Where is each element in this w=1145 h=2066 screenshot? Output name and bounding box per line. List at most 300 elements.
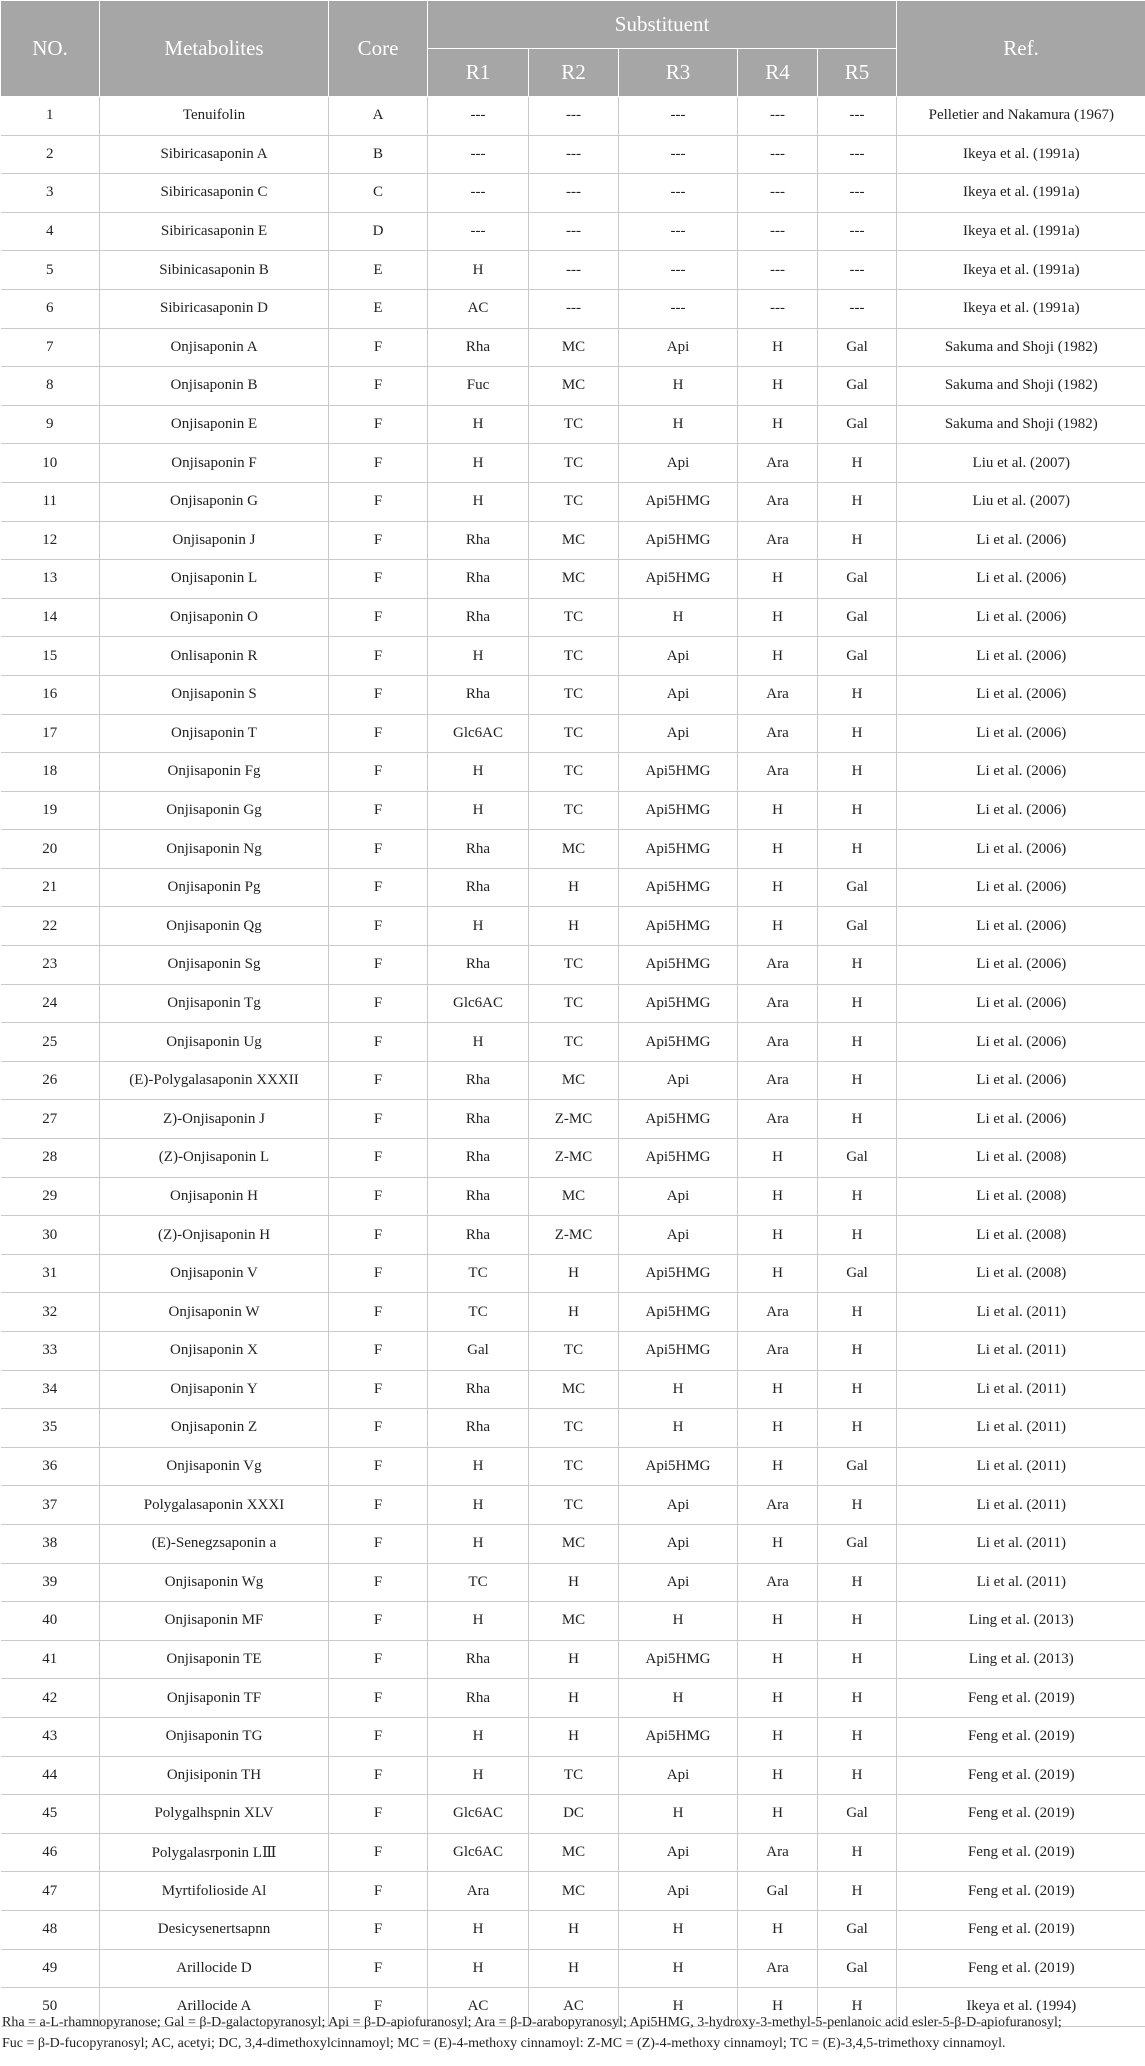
cell-metabolite: Onjisaponin X (100, 1332, 329, 1371)
cell-r3: Api5HMG (619, 1447, 738, 1486)
cell-r3: H (619, 1988, 738, 2027)
table-row (1, 1563, 1145, 1602)
cell-r2: --- (529, 251, 619, 290)
cell-no: 6 (1, 289, 100, 328)
table-row (1, 560, 1145, 599)
cell-r3: Api (619, 1177, 738, 1216)
cell-ref: Li et al. (2011) (897, 1293, 1145, 1332)
table-row (1, 444, 1145, 483)
cell-r4: H (738, 1216, 818, 1255)
cell-metabolite: Sibiricasaponin D (100, 289, 329, 328)
cell-r1: Gal (428, 1332, 529, 1371)
cell-ref: Li et al. (2006) (897, 637, 1145, 676)
cell-r3: Api5HMG (619, 984, 738, 1023)
cell-r5: --- (818, 289, 897, 328)
cell-r4: H (738, 1988, 818, 2027)
cell-core: F (329, 830, 428, 869)
cell-ref: Ikeya et al. (1991a) (897, 212, 1145, 251)
cell-r4: H (738, 637, 818, 676)
cell-r4: H (738, 367, 818, 406)
cell-r3: Api5HMG (619, 946, 738, 985)
cell-no: 38 (1, 1524, 100, 1563)
cell-metabolite: Onjisaponin L (100, 560, 329, 599)
cell-r2: MC (529, 1833, 619, 1872)
cell-r3: Api5HMG (619, 521, 738, 560)
cell-no: 28 (1, 1139, 100, 1178)
cell-core: F (329, 521, 428, 560)
table-row (1, 868, 1145, 907)
cell-core: F (329, 1563, 428, 1602)
cell-r4: H (738, 328, 818, 367)
cell-r5: H (818, 1602, 897, 1641)
cell-r5: H (818, 1872, 897, 1911)
cell-r4: --- (738, 212, 818, 251)
cell-r1: H (428, 251, 529, 290)
cell-r5: H (818, 1679, 897, 1718)
cell-core: C (329, 174, 428, 213)
cell-r5: H (818, 1833, 897, 1872)
cell-no: 44 (1, 1756, 100, 1795)
cell-r1: H (428, 1486, 529, 1525)
cell-no: 50 (1, 1988, 100, 2027)
cell-r3: Api5HMG (619, 791, 738, 830)
cell-r1: Rha (428, 521, 529, 560)
cell-r2: H (529, 1949, 619, 1988)
cell-r4: H (738, 1640, 818, 1679)
cell-r3: Api5HMG (619, 830, 738, 869)
cell-r5: Gal (818, 637, 897, 676)
cell-r2: MC (529, 1872, 619, 1911)
table-row (1, 637, 1145, 676)
cell-r2: Z-MC (529, 1100, 619, 1139)
cell-r5: H (818, 791, 897, 830)
cell-core: F (329, 1988, 428, 2027)
cell-r5: Gal (818, 868, 897, 907)
cell-no: 33 (1, 1332, 100, 1371)
cell-metabolite: Onjisaponin E (100, 405, 329, 444)
cell-r1: Rha (428, 1139, 529, 1178)
cell-core: F (329, 1795, 428, 1834)
cell-r2: TC (529, 946, 619, 985)
cell-r3: --- (619, 251, 738, 290)
cell-r3: H (619, 405, 738, 444)
table-row (1, 598, 1145, 637)
cell-r2: H (529, 1679, 619, 1718)
table-row (1, 174, 1145, 213)
table-row (1, 714, 1145, 753)
cell-ref: Feng et al. (2019) (897, 1910, 1145, 1949)
cell-r5: Gal (818, 405, 897, 444)
cell-core: F (329, 1409, 428, 1448)
table-row (1, 1795, 1145, 1834)
cell-ref: Ling et al. (2013) (897, 1640, 1145, 1679)
cell-core: F (329, 328, 428, 367)
cell-r2: MC (529, 328, 619, 367)
cell-r1: --- (428, 212, 529, 251)
cell-no: 37 (1, 1486, 100, 1525)
cell-r1: Rha (428, 1061, 529, 1100)
cell-r3: H (619, 1949, 738, 1988)
cell-metabolite: Onjisaponin Qg (100, 907, 329, 946)
cell-ref: Li et al. (2008) (897, 1216, 1145, 1255)
cell-r5: H (818, 1563, 897, 1602)
cell-r1: H (428, 1447, 529, 1486)
cell-r4: Ara (738, 1563, 818, 1602)
cell-r5: H (818, 946, 897, 985)
cell-r1: H (428, 1910, 529, 1949)
table-row (1, 946, 1145, 985)
cell-ref: Sakuma and Shoji (1982) (897, 405, 1145, 444)
cell-r2: --- (529, 174, 619, 213)
cell-no: 49 (1, 1949, 100, 1988)
cell-no: 48 (1, 1910, 100, 1949)
cell-r3: Api (619, 1486, 738, 1525)
cell-core: F (329, 444, 428, 483)
cell-r5: H (818, 1988, 897, 2027)
cell-no: 1 (1, 97, 100, 136)
cell-r4: H (738, 1602, 818, 1641)
cell-r2: TC (529, 1447, 619, 1486)
cell-core: E (329, 289, 428, 328)
cell-r5: --- (818, 251, 897, 290)
cell-r4: --- (738, 251, 818, 290)
cell-r4: Ara (738, 1949, 818, 1988)
cell-metabolite: Polygalhspnin XLV (100, 1795, 329, 1834)
cell-r5: Gal (818, 1949, 897, 1988)
header-r1: R1 (428, 49, 529, 97)
cell-r3: Api (619, 637, 738, 676)
cell-no: 47 (1, 1872, 100, 1911)
cell-r5: H (818, 1100, 897, 1139)
cell-core: F (329, 1524, 428, 1563)
cell-no: 29 (1, 1177, 100, 1216)
cell-core: F (329, 637, 428, 676)
cell-r2: H (529, 907, 619, 946)
cell-r1: Rha (428, 560, 529, 599)
cell-ref: Li et al. (2011) (897, 1486, 1145, 1525)
cell-metabolite: Onjisaponin Sg (100, 946, 329, 985)
cell-ref: Li et al. (2006) (897, 1023, 1145, 1062)
cell-r3: Api5HMG (619, 1139, 738, 1178)
cell-r1: Rha (428, 946, 529, 985)
header-r3: R3 (619, 49, 738, 97)
table-row (1, 1756, 1145, 1795)
cell-core: F (329, 1910, 428, 1949)
table-row (1, 1486, 1145, 1525)
cell-r5: H (818, 753, 897, 792)
cell-r4: --- (738, 289, 818, 328)
cell-r4: Ara (738, 1061, 818, 1100)
cell-r4: Ara (738, 675, 818, 714)
cell-core: F (329, 1602, 428, 1641)
cell-r4: H (738, 1370, 818, 1409)
header-no: NO. (1, 1, 100, 97)
cell-r3: H (619, 1795, 738, 1834)
cell-r1: H (428, 791, 529, 830)
table-row (1, 97, 1145, 136)
cell-r4: Ara (738, 1833, 818, 1872)
cell-r4: Ara (738, 1023, 818, 1062)
cell-r5: H (818, 1293, 897, 1332)
cell-core: F (329, 1139, 428, 1178)
cell-no: 19 (1, 791, 100, 830)
cell-ref: Li et al. (2011) (897, 1524, 1145, 1563)
table-row (1, 251, 1145, 290)
cell-r1: Rha (428, 868, 529, 907)
cell-r1: AC (428, 289, 529, 328)
cell-r5: Gal (818, 1254, 897, 1293)
cell-r4: Ara (738, 753, 818, 792)
cell-metabolite: Onjisaponin Tg (100, 984, 329, 1023)
cell-r2: MC (529, 1177, 619, 1216)
cell-r2: TC (529, 675, 619, 714)
cell-r1: H (428, 482, 529, 521)
cell-core: F (329, 946, 428, 985)
cell-r2: Z-MC (529, 1216, 619, 1255)
cell-metabolite: Onjisaponin B (100, 367, 329, 406)
cell-core: E (329, 251, 428, 290)
cell-core: F (329, 1254, 428, 1293)
cell-r1: H (428, 405, 529, 444)
cell-r3: Api (619, 1756, 738, 1795)
cell-r2: TC (529, 598, 619, 637)
cell-r2: MC (529, 521, 619, 560)
cell-metabolite: Tenuifolin (100, 97, 329, 136)
cell-no: 26 (1, 1061, 100, 1100)
cell-r5: H (818, 1486, 897, 1525)
cell-r4: Ara (738, 1486, 818, 1525)
cell-ref: Li et al. (2006) (897, 714, 1145, 753)
cell-metabolite: Onjisaponin Y (100, 1370, 329, 1409)
cell-no: 20 (1, 830, 100, 869)
cell-r1: --- (428, 174, 529, 213)
cell-r5: H (818, 1756, 897, 1795)
cell-core: A (329, 97, 428, 136)
cell-ref: Ikeya et al. (1991a) (897, 251, 1145, 290)
cell-r4: H (738, 1254, 818, 1293)
cell-core: F (329, 714, 428, 753)
cell-r2: H (529, 1717, 619, 1756)
cell-ref: Feng et al. (2019) (897, 1756, 1145, 1795)
cell-no: 23 (1, 946, 100, 985)
cell-r3: Api (619, 1563, 738, 1602)
cell-r2: TC (529, 637, 619, 676)
cell-metabolite: Onjisaponin S (100, 675, 329, 714)
cell-no: 39 (1, 1563, 100, 1602)
cell-r4: H (738, 1447, 818, 1486)
cell-ref: Ikeya et al. (1991a) (897, 135, 1145, 174)
cell-r5: H (818, 714, 897, 753)
cell-core: F (329, 1370, 428, 1409)
cell-no: 17 (1, 714, 100, 753)
cell-ref: Li et al. (2011) (897, 1409, 1145, 1448)
table-row (1, 1139, 1145, 1178)
cell-no: 8 (1, 367, 100, 406)
cell-r3: Api5HMG (619, 1254, 738, 1293)
cell-metabolite: Myrtifolioside Al (100, 1872, 329, 1911)
cell-r2: H (529, 1640, 619, 1679)
cell-ref: Sakuma and Shoji (1982) (897, 367, 1145, 406)
cell-no: 31 (1, 1254, 100, 1293)
cell-no: 45 (1, 1795, 100, 1834)
cell-core: F (329, 1332, 428, 1371)
cell-r5: H (818, 1717, 897, 1756)
cell-r1: H (428, 907, 529, 946)
cell-r1: Rha (428, 1640, 529, 1679)
cell-metabolite: Onjisaponin Gg (100, 791, 329, 830)
cell-ref: Li et al. (2006) (897, 753, 1145, 792)
cell-metabolite: Onjisaponin V (100, 1254, 329, 1293)
cell-r1: Glc6AC (428, 984, 529, 1023)
cell-ref: Li et al. (2006) (897, 675, 1145, 714)
footnote-line-1: Rha = a-L-rhamnopyranose; Gal = β-D-galactopyranosyl; Api = β-D-apiofuranosyl; Ara = β-D-arabopyranosyl; Api5HMG, 3-hydroxy-3-methyl-5-penlanoic acid esler-5-β-D-apiofuranosyl; (2, 2015, 1062, 2030)
cell-r2: TC (529, 714, 619, 753)
table-row (1, 1332, 1145, 1371)
cell-ref: Li et al. (2011) (897, 1563, 1145, 1602)
cell-r4: H (738, 1756, 818, 1795)
cell-r5: Gal (818, 598, 897, 637)
table-row (1, 212, 1145, 251)
cell-ref: Liu et al. (2007) (897, 482, 1145, 521)
cell-ref: Li et al. (2006) (897, 830, 1145, 869)
cell-r3: H (619, 1370, 738, 1409)
cell-r5: Gal (818, 328, 897, 367)
cell-metabolite: Sibinicasaponin B (100, 251, 329, 290)
cell-r1: TC (428, 1254, 529, 1293)
cell-r5: --- (818, 212, 897, 251)
cell-r5: Gal (818, 1447, 897, 1486)
table-row (1, 135, 1145, 174)
table-row (1, 830, 1145, 869)
cell-r4: --- (738, 135, 818, 174)
cell-ref: Sakuma and Shoji (1982) (897, 328, 1145, 367)
cell-core: F (329, 482, 428, 521)
cell-ref: Li et al. (2006) (897, 868, 1145, 907)
cell-metabolite: (Z)-Onjisaponin H (100, 1216, 329, 1255)
cell-r1: AC (428, 1988, 529, 2027)
cell-r4: Ara (738, 1332, 818, 1371)
cell-r3: Api (619, 675, 738, 714)
cell-r5: --- (818, 97, 897, 136)
cell-no: 2 (1, 135, 100, 174)
cell-r3: Api (619, 1833, 738, 1872)
cell-r3: --- (619, 212, 738, 251)
cell-no: 3 (1, 174, 100, 213)
table-header (1, 1, 1145, 97)
table-row (1, 1254, 1145, 1293)
cell-no: 34 (1, 1370, 100, 1409)
cell-no: 18 (1, 753, 100, 792)
cell-r1: H (428, 1524, 529, 1563)
table-row (1, 984, 1145, 1023)
cell-core: F (329, 1717, 428, 1756)
table-row (1, 1640, 1145, 1679)
cell-r3: Api (619, 1061, 738, 1100)
cell-r4: Ara (738, 482, 818, 521)
cell-r3: Api (619, 1216, 738, 1255)
cell-r2: --- (529, 289, 619, 328)
cell-r3: H (619, 367, 738, 406)
cell-metabolite: Onjisaponin Pg (100, 868, 329, 907)
cell-r4: H (738, 791, 818, 830)
cell-ref: Li et al. (2006) (897, 1061, 1145, 1100)
cell-r5: H (818, 1177, 897, 1216)
cell-r4: Ara (738, 946, 818, 985)
cell-r1: Fuc (428, 367, 529, 406)
cell-r1: H (428, 444, 529, 483)
cell-r2: MC (529, 1061, 619, 1100)
cell-metabolite: Sibiricasaponin A (100, 135, 329, 174)
table-row (1, 791, 1145, 830)
cell-r4: Gal (738, 1872, 818, 1911)
cell-r5: H (818, 1332, 897, 1371)
cell-r3: Api (619, 328, 738, 367)
cell-metabolite: Onjisaponin T (100, 714, 329, 753)
cell-ref: Li et al. (2006) (897, 791, 1145, 830)
cell-r1: H (428, 753, 529, 792)
cell-core: F (329, 405, 428, 444)
cell-ref: Li et al. (2008) (897, 1177, 1145, 1216)
cell-no: 27 (1, 1100, 100, 1139)
cell-r3: H (619, 598, 738, 637)
header-core: Core (329, 1, 428, 97)
cell-metabolite: Onlisaponin R (100, 637, 329, 676)
cell-core: F (329, 598, 428, 637)
cell-r2: MC (529, 367, 619, 406)
cell-metabolite: Onjisaponin TG (100, 1717, 329, 1756)
cell-r3: H (619, 1679, 738, 1718)
cell-r1: H (428, 1717, 529, 1756)
cell-ref: Li et al. (2008) (897, 1139, 1145, 1178)
cell-no: 36 (1, 1447, 100, 1486)
cell-r1: H (428, 1949, 529, 1988)
cell-no: 35 (1, 1409, 100, 1448)
cell-r4: H (738, 830, 818, 869)
cell-metabolite: Arillocide A (100, 1988, 329, 2027)
cell-ref: Li et al. (2011) (897, 1370, 1145, 1409)
cell-r1: Rha (428, 598, 529, 637)
cell-r1: Rha (428, 1679, 529, 1718)
cell-r2: TC (529, 1332, 619, 1371)
cell-no: 10 (1, 444, 100, 483)
cell-r4: H (738, 868, 818, 907)
cell-r4: H (738, 598, 818, 637)
cell-r2: Z-MC (529, 1139, 619, 1178)
cell-metabolite: Z)-Onjisaponin J (100, 1100, 329, 1139)
cell-r4: H (738, 1409, 818, 1448)
cell-no: 16 (1, 675, 100, 714)
cell-metabolite: Polygalasrponin LⅢ (100, 1833, 329, 1872)
cell-metabolite: Onjisaponin F (100, 444, 329, 483)
cell-r2: TC (529, 1409, 619, 1448)
cell-metabolite: (E)-Polygalasaponin XXXII (100, 1061, 329, 1100)
cell-ref: Li et al. (2006) (897, 946, 1145, 985)
cell-no: 25 (1, 1023, 100, 1062)
cell-core: F (329, 367, 428, 406)
cell-core: F (329, 1216, 428, 1255)
cell-core: F (329, 1833, 428, 1872)
cell-r4: H (738, 405, 818, 444)
header-r4: R4 (738, 49, 818, 97)
cell-metabolite: Onjisaponin Wg (100, 1563, 329, 1602)
cell-r5: H (818, 1216, 897, 1255)
cell-r4: H (738, 1524, 818, 1563)
cell-r5: H (818, 1023, 897, 1062)
cell-r1: Rha (428, 1216, 529, 1255)
cell-r2: MC (529, 1370, 619, 1409)
cell-r1: Rha (428, 1370, 529, 1409)
table-row (1, 753, 1145, 792)
